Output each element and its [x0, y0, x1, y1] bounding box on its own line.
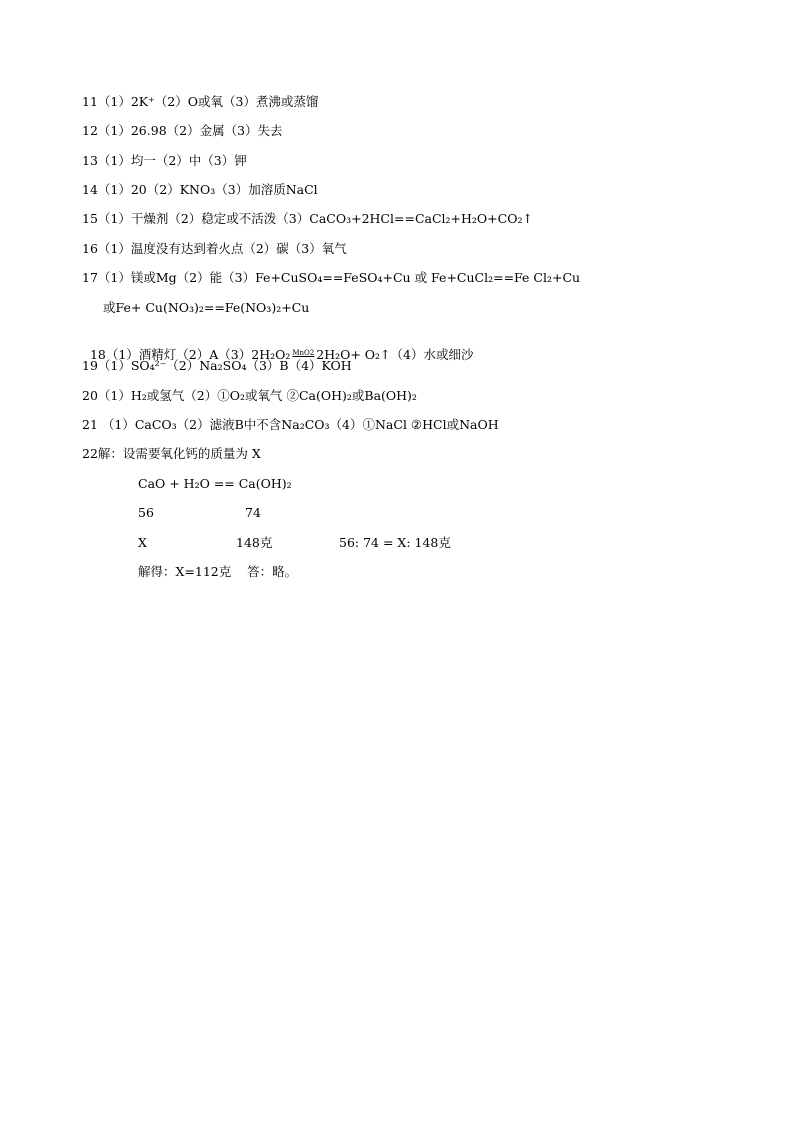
answer-11: 11（1）2K⁺（2）O或氧（3）煮沸或蒸馏	[82, 94, 319, 109]
answer-22-heading: 22解：设需要氧化钙的质量为 X	[82, 446, 261, 461]
unknown-x: X	[138, 535, 147, 550]
answer-18-part2: 2H₂O+ O₂↑（4）水或细沙	[316, 347, 474, 362]
molar-mass-cao: 56	[138, 505, 154, 520]
answer-15: 15（1）干燥剂（2）稳定或不活泼（3）CaCO₃+2HCl==CaCl₂+H₂O+CO₂↑	[82, 211, 533, 226]
answer-21: 21 （1）CaCO₃（2）滤液B中不含Na₂CO₃（4）①NaCl ②HCl或NaOH	[82, 417, 499, 432]
answer-17-cont: 或Fe+ Cu(NO₃)₂==Fe(NO₃)₂+Cu	[103, 300, 310, 315]
molar-mass-caoh2: 74	[245, 505, 261, 520]
given-mass: 148克	[236, 535, 273, 550]
answer-12: 12（1）26.98（2）金属（3）失去	[82, 123, 283, 138]
answer-13: 13（1）均一（2）中（3）钾	[82, 153, 247, 168]
result: 解得：X=112克 答：略。	[138, 564, 298, 579]
answer-19: 19（1）SO₄²⁻（2）Na₂SO₄（3）B（4）KOH	[82, 358, 352, 373]
answer-14: 14（1）20（2）KNO₃（3）加溶质NaCl	[82, 182, 318, 197]
catalyst-label: MnO2	[292, 349, 315, 357]
proportion: 56: 74 = X: 148克	[339, 535, 451, 550]
answer-16: 16（1）温度没有达到着火点（2）碳（3）氧气	[82, 241, 347, 256]
equation: CaO + H₂O == Ca(OH)₂	[138, 476, 292, 491]
answer-20: 20（1）H₂或氢气（2）①O₂或氧气 ②Ca(OH)₂或Ba(OH)₂	[82, 388, 417, 403]
answer-18-part1: 18（1）酒精灯（2）A（3）2H₂O₂	[89, 347, 291, 362]
answer-17: 17（1）镁或Mg（2）能（3）Fe+CuSO₄==FeSO₄+Cu 或 Fe+CuCl₂==Fe Cl₂+Cu	[82, 270, 581, 285]
